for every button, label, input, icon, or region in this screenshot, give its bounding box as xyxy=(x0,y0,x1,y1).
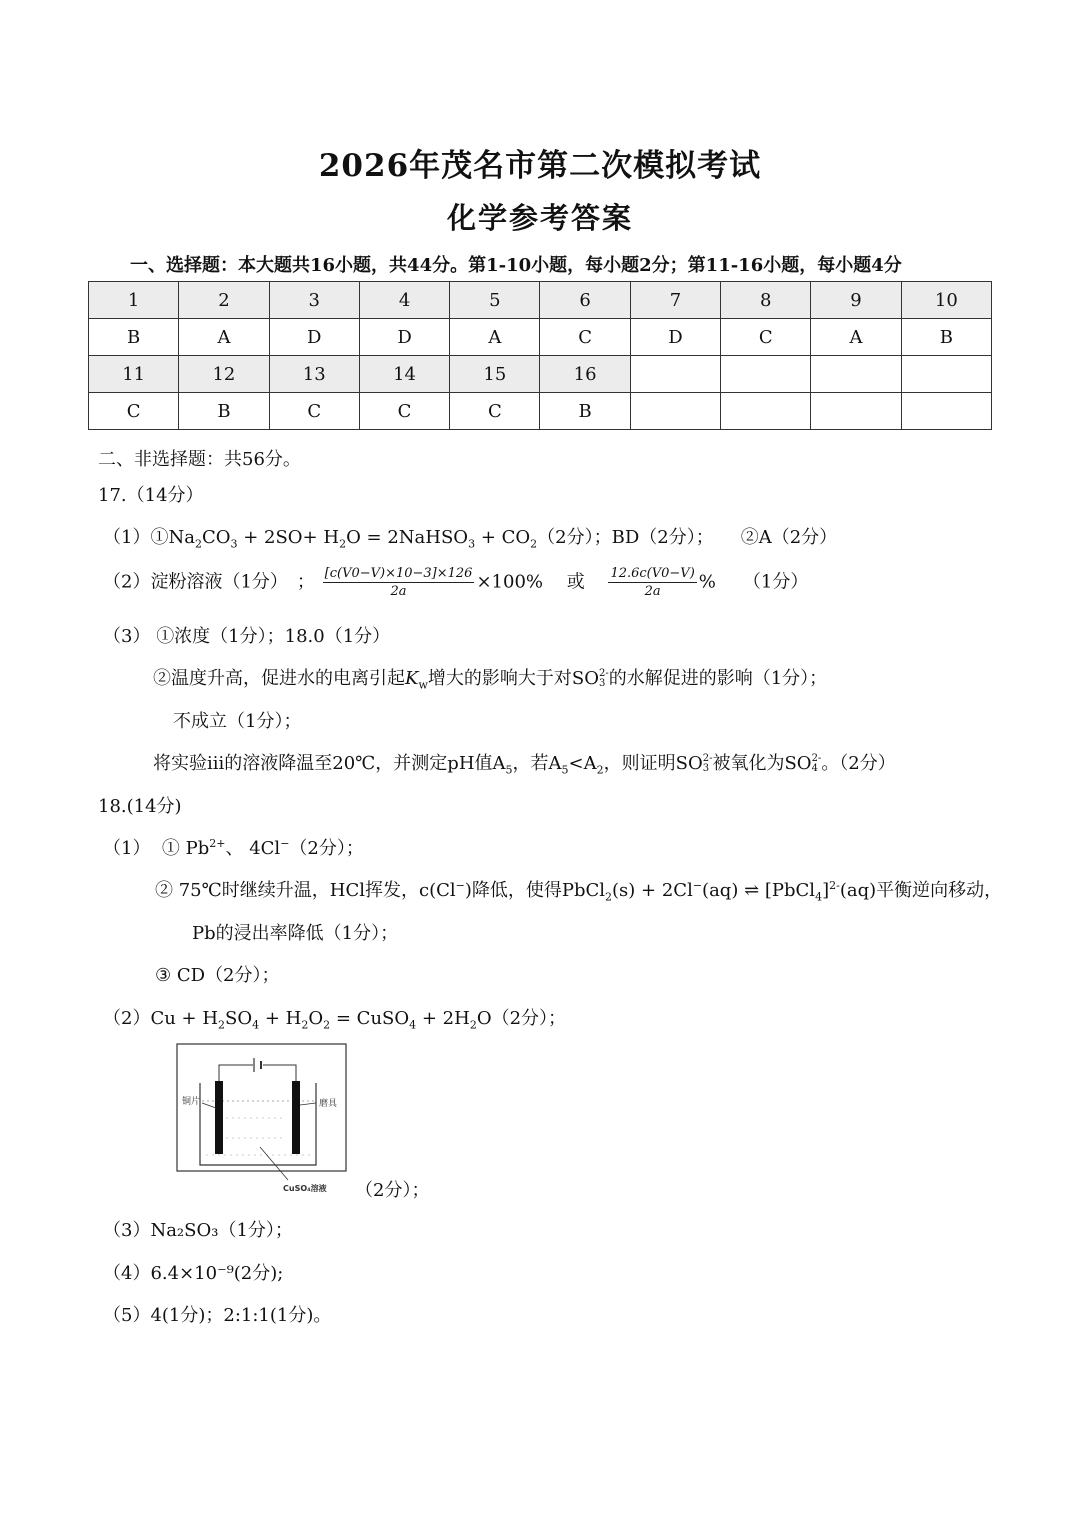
table-cell: C xyxy=(450,393,540,430)
fraction-1 xyxy=(323,566,475,599)
table-cell xyxy=(721,393,811,430)
answer-text: (s) + 2Cl xyxy=(612,880,693,901)
solution-label: CuSO₄溶液 xyxy=(283,1184,327,1193)
table-cell: 15 xyxy=(450,356,540,393)
kw-subscript: w xyxy=(418,678,428,692)
table-cell: C xyxy=(721,319,811,356)
ion-subscript: 4 xyxy=(811,763,818,774)
part-label: （1） xyxy=(103,527,151,548)
part-label: （3） xyxy=(103,626,151,647)
q18-part1b-cont: Pb的浸出率降低（1分）； xyxy=(192,923,399,944)
table-row-numbers-2 xyxy=(89,356,992,393)
table-cell: 16 xyxy=(540,356,630,393)
table-cell xyxy=(811,393,901,430)
answer-text: 将实验iii的溶液降温至20℃，并测定pH值A xyxy=(153,753,506,774)
electrolysis-diagram xyxy=(176,1043,354,1198)
table-cell: A xyxy=(179,319,269,356)
table-cell: 14 xyxy=(359,356,449,393)
q17-part2 xyxy=(103,566,808,599)
equation-text: + H xyxy=(259,1008,302,1029)
ion-charge: 2- xyxy=(829,879,840,892)
answer-text: ，则证明SO xyxy=(603,753,703,774)
table-cell xyxy=(630,356,720,393)
copper-electrode xyxy=(215,1081,223,1154)
table-cell xyxy=(901,393,991,430)
table-cell: C xyxy=(540,319,630,356)
equation-text: O xyxy=(308,1008,324,1029)
answer-text: 淀粉溶液（1分） ； xyxy=(150,571,315,593)
answer-text: (aq)平衡逆向移动， xyxy=(839,880,1003,901)
ion-charge: − xyxy=(280,837,290,850)
label-pointer xyxy=(260,1147,288,1180)
answer-text: O（2分）； xyxy=(476,1008,567,1029)
equation-text: Cu + H xyxy=(150,1008,219,1029)
ion-charge: 2- xyxy=(811,753,822,764)
fraction-numerator: 12.6c(V0−V) xyxy=(610,566,695,581)
label-pointer xyxy=(300,1103,316,1105)
wire-right xyxy=(263,1065,296,1081)
q18-part5: （5）4(1分)；2:1:1(1分)。 xyxy=(103,1305,332,1326)
answer-text: ×100% 或 xyxy=(476,571,585,593)
table-row-answers-1 xyxy=(89,319,992,356)
table-cell xyxy=(901,356,991,393)
equation-text: O = 2NaHSO xyxy=(346,527,469,548)
answer-text: 。（2分） xyxy=(821,753,896,774)
table-cell: 13 xyxy=(269,356,359,393)
ion-subscript: 3 xyxy=(702,763,710,774)
section1-heading: 一、选择题：本大题共16小题，共44分。第1-10小题，每小题2分；第11-16小题，每小题4分 xyxy=(130,255,902,276)
answer-text: 、 4Cl xyxy=(225,838,281,859)
table-cell: B xyxy=(540,393,630,430)
workpiece-label: 磨具 xyxy=(319,1099,338,1109)
diagram-score: （2分）； xyxy=(355,1180,430,1201)
q18-title: 18.(14分) xyxy=(98,796,182,817)
table-cell: B xyxy=(179,393,269,430)
part-label: （2） xyxy=(103,1008,151,1029)
page-subtitle: 化学参考答案 xyxy=(446,201,633,235)
answer-text: <A xyxy=(568,753,597,774)
table-cell: A xyxy=(450,319,540,356)
table-cell: D xyxy=(630,319,720,356)
table-row-numbers-1 xyxy=(89,282,992,319)
table-cell: 5 xyxy=(450,282,540,319)
copper-label: 铜片 xyxy=(182,1097,201,1107)
answer-text: 被氧化为SO xyxy=(712,753,812,774)
q17-part1: $(1)①Na_2CO_3 + 2SO+ H_2O$ = 2NaHSO$_3$ + $CO_2(2$分）；BD（2分）； ②A（2分） xyxy=(103,527,838,551)
table-cell: 6 xyxy=(540,282,630,319)
part-label: （1） xyxy=(103,838,151,859)
answer-text: （2分）；BD（2分）； ②A（2分） xyxy=(537,527,838,548)
equation-text: = CuSO xyxy=(330,1008,410,1029)
ion-subscript: 3 xyxy=(598,678,606,689)
table-row-answers-2 xyxy=(89,393,992,430)
q17-part3d xyxy=(153,749,896,777)
subscript: 2 xyxy=(596,763,604,777)
table-cell xyxy=(721,356,811,393)
equation-text: + 2H xyxy=(416,1008,470,1029)
subscript: 5 xyxy=(561,763,569,777)
q17-title: 17.（14分） xyxy=(98,485,204,506)
q18-part2: $(2)Cu + H_2SO_4 + H_2O_2$ = CuSO$_4$ + $2H_2O(2$分）； xyxy=(103,1008,567,1032)
kw-symbol: K xyxy=(405,668,419,689)
q18-part1a xyxy=(103,834,364,860)
q17-part3c: 不成立（1分）； xyxy=(173,711,302,732)
answer-text: （2分）； xyxy=(289,838,364,859)
ion-charge: 2+ xyxy=(209,837,226,850)
answer-text: ②温度升高，促进水的电离引起 xyxy=(153,668,405,689)
workpiece-electrode xyxy=(292,1081,300,1154)
q18-part3: （3）Na₂SO₃（1分）； xyxy=(103,1220,293,1241)
equation-text: SO xyxy=(225,1008,253,1029)
table-cell: 12 xyxy=(179,356,269,393)
answer-text: (aq) ⇌ [PbCl xyxy=(702,880,816,901)
table-cell: 4 xyxy=(359,282,449,319)
answer-text: ] xyxy=(822,880,830,901)
ion-charge: − xyxy=(455,879,465,892)
answer-text: 的水解促进的影响（1分）； xyxy=(608,668,828,689)
table-cell: 11 xyxy=(89,356,179,393)
table-cell: 1 xyxy=(89,282,179,319)
q17-part3a xyxy=(103,622,390,648)
table-cell: D xyxy=(359,319,449,356)
ion-charge: 2- xyxy=(598,668,609,679)
answer-text: % （1分） xyxy=(698,571,809,593)
q18-part4: （4）6.4×10⁻⁹(2分); xyxy=(103,1263,284,1284)
equation-text: + 2SO xyxy=(243,527,303,548)
answer-table xyxy=(88,281,992,430)
part-label: （2） xyxy=(103,571,151,593)
q18-part1c: ③ CD（2分）； xyxy=(155,965,280,986)
table-cell: B xyxy=(89,319,179,356)
equation-text: ①Na xyxy=(150,527,195,548)
table-cell: 9 xyxy=(811,282,901,319)
equation-text: CO xyxy=(201,527,231,548)
page-title: 2026年茂名市第二次模拟考试 xyxy=(318,148,762,184)
table-cell xyxy=(630,393,720,430)
table-cell: 2 xyxy=(179,282,269,319)
table-cell: 8 xyxy=(721,282,811,319)
fraction-denominator: 2a xyxy=(390,584,407,599)
wire-left xyxy=(219,1065,253,1081)
equation-text: + H xyxy=(302,527,340,548)
table-cell: D xyxy=(269,319,359,356)
table-cell: 3 xyxy=(269,282,359,319)
answer-text: ①浓度（1分）；18.0（1分） xyxy=(156,626,391,647)
answer-text: )降低，使得PbCl xyxy=(464,880,606,901)
q18-part1b xyxy=(155,876,1002,904)
fraction-numerator: [c(V0−V)×10−3]×126 xyxy=(324,566,473,581)
table-cell: 10 xyxy=(901,282,991,319)
q17-part3b xyxy=(153,664,827,692)
ion-charge: − xyxy=(692,879,703,892)
subscript: 4 xyxy=(815,890,823,904)
answer-text: ② 75℃时继续升温，HCl挥发，c(Cl xyxy=(155,880,456,901)
table-cell: C xyxy=(359,393,449,430)
equation-text: + CO xyxy=(480,527,531,548)
table-cell xyxy=(811,356,901,393)
fraction-2 xyxy=(608,566,696,599)
table-cell: B xyxy=(901,319,991,356)
answer-text: ① Pb xyxy=(161,838,210,859)
table-cell: A xyxy=(811,319,901,356)
answer-text: ，若A xyxy=(512,753,562,774)
fraction-denominator: 2a xyxy=(644,584,661,599)
ion-charge: 2- xyxy=(702,753,713,764)
subscript: 5 xyxy=(505,763,513,777)
table-cell: 7 xyxy=(630,282,720,319)
subscript: 2 xyxy=(605,890,613,904)
answer-text: 增大的影响大于对SO xyxy=(427,668,599,689)
table-cell: C xyxy=(269,393,359,430)
table-cell: C xyxy=(89,393,179,430)
section2-heading: 二、非选择题：共56分。 xyxy=(98,449,301,470)
label-pointer xyxy=(202,1103,216,1108)
